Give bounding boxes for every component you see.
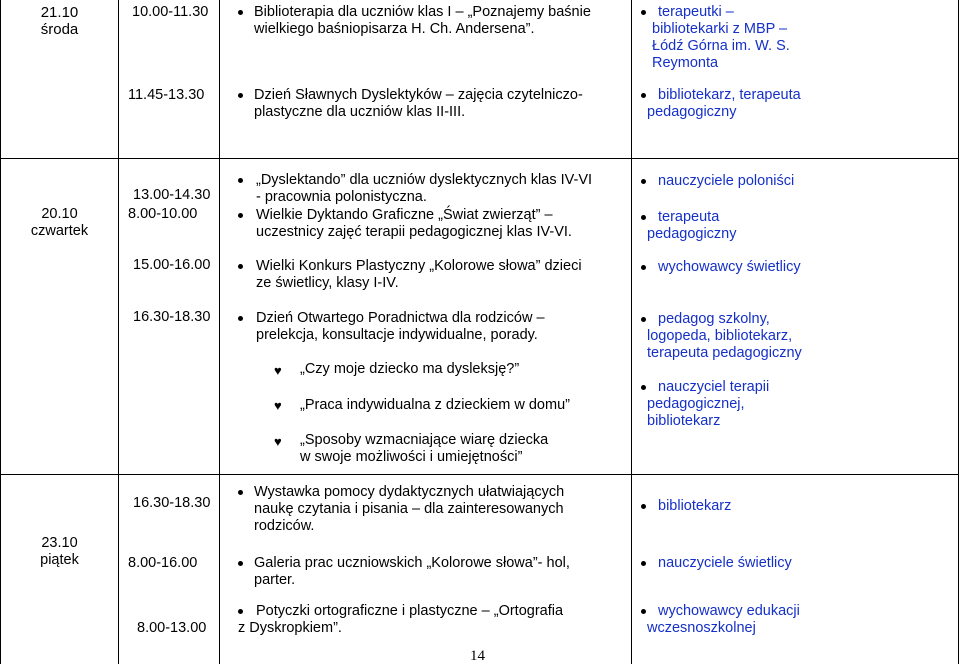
day-weekday: środa xyxy=(40,21,79,38)
event-line: prelekcja, konsultacje indywidualne, porady. xyxy=(256,327,538,343)
responsible-line: terapeuta pedagogiczny xyxy=(647,345,802,361)
event-line: uczestnicy zajęć terapii pedagogicznej klas IV-VI. xyxy=(256,224,572,240)
time-slot: 16.30-18.30 xyxy=(133,495,211,511)
bullet-icon xyxy=(641,265,646,270)
time-slot: 15.00-16.00 xyxy=(133,257,211,273)
bullet-icon xyxy=(238,561,243,566)
event-line: Dzień Otwartego Poradnictwa dla rodziców – xyxy=(256,310,545,326)
event-line: parter. xyxy=(254,572,296,588)
event-line: rodziców. xyxy=(254,518,315,534)
day-weekday: czwartek xyxy=(30,223,89,239)
event-line: „Dyslektando” dla uczniów dyslektycznych klas IV-VI xyxy=(256,172,593,188)
bullet-icon xyxy=(641,504,646,509)
bullet-icon xyxy=(641,561,646,566)
bullet-icon xyxy=(238,93,243,98)
row-divider xyxy=(0,158,959,159)
sub-item: „Sposoby wzmacniające wiarę dziecka xyxy=(300,432,549,448)
responsible-line: bibliotekarz xyxy=(647,413,721,429)
day-date: 23.10 xyxy=(41,535,78,551)
responsible-line: terapeuta xyxy=(658,209,720,225)
heart-bullet-icon: ♥ xyxy=(274,434,282,449)
responsible-line: wychowawcy edukacji xyxy=(658,603,800,619)
bullet-icon xyxy=(238,264,243,269)
time-slot: 13.00-14.30 xyxy=(133,187,211,203)
column-divider xyxy=(118,0,119,664)
responsible-line: nauczyciel terapii xyxy=(658,379,770,395)
heart-bullet-icon: ♥ xyxy=(274,363,282,378)
sub-item: „Czy moje dziecko ma dysleksję?” xyxy=(300,361,520,377)
event-line: Wielki Konkurs Plastyczny „Kolorowe słowa” dzieci xyxy=(256,258,582,274)
responsible-line: bibliotekarz xyxy=(658,498,732,514)
day-weekday: piątek xyxy=(40,552,79,568)
time-slot: 10.00-11.30 xyxy=(132,4,209,20)
event-line: plastyczne dla uczniów klas II-III. xyxy=(254,104,466,120)
responsible-line: bibliotekarz, terapeuta xyxy=(658,87,801,103)
event-line: naukę czytania i pisania – dla zainteresowanych xyxy=(254,501,564,517)
bullet-icon xyxy=(641,10,646,15)
column-divider xyxy=(631,0,632,664)
responsible-line: Reymonta xyxy=(652,55,719,71)
event-line: - pracownia polonistyczna. xyxy=(256,189,427,205)
responsible-line: pedagogiczny xyxy=(647,104,737,120)
bullet-icon xyxy=(238,178,243,183)
bullet-icon xyxy=(641,179,646,184)
bullet-icon xyxy=(641,93,646,98)
responsible-line: Łódź Górna im. W. S. xyxy=(652,38,790,54)
event-line: z Dyskropkiem”. xyxy=(238,620,342,636)
responsible-line: pedagog szkolny, xyxy=(658,311,770,327)
responsible-line: nauczyciele poloniści xyxy=(658,173,795,189)
row-divider xyxy=(0,474,959,475)
event-line: wielkiego baśniopisarza H. Ch. Andersena”. xyxy=(254,21,535,37)
bullet-icon xyxy=(238,10,243,15)
bullet-icon xyxy=(641,385,646,390)
time-slot: 16.30-18.30 xyxy=(133,309,211,325)
day-date: 20.10 xyxy=(41,206,78,222)
event-line: Dzień Sławnych Dyslektyków – zajęcia czytelniczo- xyxy=(254,87,583,103)
heart-bullet-icon: ♥ xyxy=(274,398,282,413)
responsible-line: wczesnoszkolnej xyxy=(647,620,756,636)
responsible-line: terapeutki – xyxy=(658,4,734,20)
responsible-line: nauczyciele świetlicy xyxy=(658,555,792,571)
bullet-icon xyxy=(238,490,243,495)
day-date: 21.10 xyxy=(40,4,79,21)
responsible-line: bibliotekarki z MBP – xyxy=(652,21,788,37)
event-line: Wielkie Dyktando Graficzne „Świat zwierząt” – xyxy=(256,207,553,223)
responsible-line: logopeda, bibliotekarz, xyxy=(647,328,793,344)
bullet-icon xyxy=(238,316,243,321)
sub-item: „Praca indywidualna z dzieckiem w domu” xyxy=(300,397,570,413)
event-line: ze świetlicy, klasy I-IV. xyxy=(256,275,399,291)
bullet-icon xyxy=(641,609,646,614)
event-line: Wystawka pomocy dydaktycznych ułatwiających xyxy=(254,484,565,500)
bullet-icon xyxy=(238,609,243,614)
bullet-icon xyxy=(641,215,646,220)
page-number: 14 xyxy=(470,648,485,664)
responsible-line: wychowawcy świetlicy xyxy=(658,259,801,275)
time-slot: 11.45-13.30 xyxy=(128,87,205,103)
time-slot: 8.00-13.00 xyxy=(137,620,207,636)
time-slot: 8.00-16.00 xyxy=(128,555,198,571)
responsible-line: pedagogicznej, xyxy=(647,396,745,412)
bullet-icon xyxy=(238,213,243,218)
column-divider xyxy=(219,0,220,664)
event-line: Potyczki ortograficzne i plastyczne – „Ortografia xyxy=(256,603,564,619)
responsible-line: pedagogiczny xyxy=(647,226,737,242)
sub-item: w swoje możliwości i umiejętności” xyxy=(300,449,523,465)
event-line: Galeria prac uczniowskich „Kolorowe słowa”- hol, xyxy=(254,555,570,571)
event-line: Biblioterapia dla uczniów klas I – „Poznajemy baśnie xyxy=(254,4,591,20)
table-border-right xyxy=(958,0,959,664)
bullet-icon xyxy=(641,317,646,322)
time-slot: 8.00-10.00 xyxy=(128,206,198,222)
